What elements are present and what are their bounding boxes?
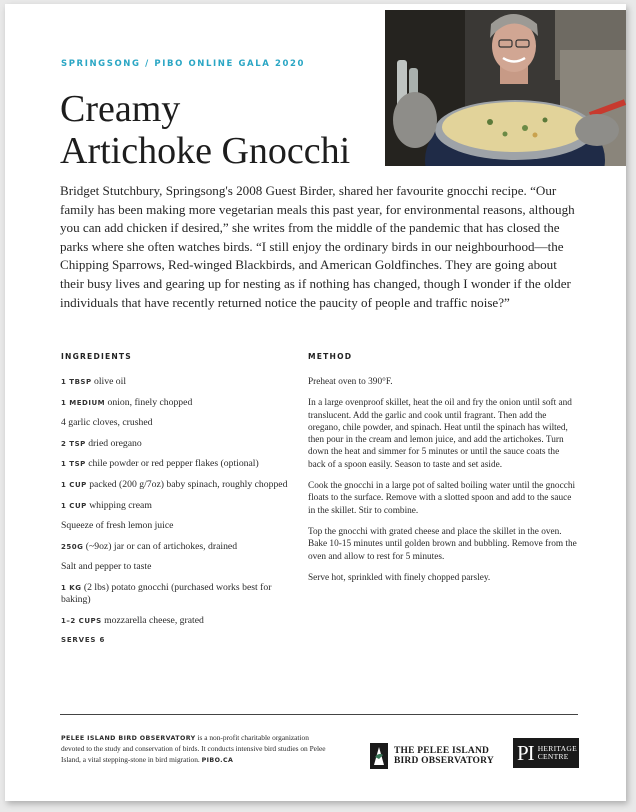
ingredient-qty: 2 TSP	[61, 439, 86, 448]
kitchen-photo-illustration	[385, 10, 626, 166]
recipe-title	[60, 88, 380, 172]
method-step: Preheat oven to 390°F.	[308, 377, 393, 387]
ingredients-heading: INGREDIENTS	[61, 352, 132, 361]
method-step: Serve hot, sprinkled with finely chopped parsley.	[308, 572, 491, 583]
ingredient-text: olive oil	[94, 376, 127, 387]
method-step: Top the gnocchi with grated cheese and place the skillet in the oven. Bake 10-15 minutes until golden brown and bubbling. Remove from the oven and allow to rest for 5 minutes.	[308, 526, 577, 562]
ingredient-qty: 1–2 CUPS	[61, 616, 102, 625]
pibo-logo-line-2: BIRD OBSERVATORY	[394, 756, 494, 766]
ingredient-item	[61, 417, 291, 429]
ingredient-qty: 1 KG	[61, 583, 82, 592]
ingredient-qty: 1 TBSP	[61, 378, 92, 386]
ingredient-text: Salt and pepper to taste	[61, 561, 152, 573]
footer-divider	[60, 714, 578, 715]
ingredient-text: Squeeze of fresh lemon juice	[61, 520, 174, 532]
footer-org-text: is a non-profit charitable organization devoted to the study and conservation of birds. It conducts intensive bird studies on Pelee Island, a vital stepping-stone in bird migration.	[61, 733, 326, 764]
ingredient-item	[61, 458, 291, 470]
ingredient-text: (~9oz) jar or can of artichokes, drained	[85, 540, 238, 552]
ingredient-item	[61, 479, 291, 491]
method-column	[308, 352, 578, 593]
ingredient-item	[61, 541, 291, 553]
heritage-centre-logo	[513, 738, 579, 768]
heritage-line-2: CENTRE	[537, 752, 569, 761]
ingredient-item	[61, 376, 291, 388]
recipe-page	[5, 4, 626, 801]
footer-org-name: PELEE ISLAND BIRD OBSERVATORY	[61, 735, 196, 742]
title-line-1: Creamy	[60, 88, 181, 130]
ingredient-qty: 1 TSP	[61, 460, 86, 469]
pibo-logo-text	[394, 746, 494, 767]
ingredient-text: onion, finely chopped	[107, 396, 193, 408]
ingredient-item	[61, 582, 291, 607]
pibo-logo-line-1: THE PELEE ISLAND	[394, 745, 490, 756]
ingredient-item	[61, 561, 291, 573]
ingredient-item	[61, 615, 291, 627]
event-eyebrow: SPRINGSONG / PIBO ONLINE GALA 2020	[61, 59, 306, 69]
ingredient-text: (2 lbs) potato gnocchi (purchased works best for baking)	[61, 581, 272, 606]
method-heading: METHOD	[308, 352, 353, 361]
pibo-logo	[370, 741, 505, 771]
ingredient-item	[61, 500, 291, 512]
title-line-2: Artichoke Gnocchi	[60, 130, 351, 172]
ingredient-text: whipping cream	[89, 499, 152, 511]
ingredient-item	[61, 438, 291, 450]
footer-description	[61, 733, 333, 766]
serves-label: SERVES 6	[61, 635, 106, 644]
ingredient-qty: 1 CUP	[61, 480, 87, 489]
heritage-line-1: HERITAGE	[537, 743, 577, 753]
ingredient-qty: 1 MEDIUM	[61, 398, 106, 407]
ingredient-text: dried oregano	[88, 437, 142, 449]
footer-org-url[interactable]: PIBO.CA	[201, 756, 234, 764]
heritage-text	[538, 745, 577, 762]
ingredients-column	[61, 352, 291, 644]
intro-paragraph: Bridget Stutchbury, Springsong's 2008 Guest Birder, shared her favourite gnocchi recipe. “Our family has been making more vegetarian meals this past year, for environmental reasons, although you can add chicken if desired,” she writes from the middle of the pandemic that has closed the parks where she often watches birds. “I still enjoy the ordinary birds in our neighbourhood—the Chipping Sparrows, Red-winged Blackbirds, and American Goldfinches. They are going about their busy lives and gearing up for nesting as if nothing has changed, though I wonder if the older individuals that have recently returned notice the paucity of people and traffic noise?”	[60, 183, 575, 310]
bird-observatory-icon	[370, 743, 388, 769]
ingredient-qty: 250G	[61, 542, 84, 551]
method-step: In a large ovenproof skillet, heat the oil and fry the onion until soft and translucent. Add the garlic and cook until fragrant. Then add the oregano, chile powder, and spinach. Heat until the spinach has wilted, then pour in the cream and lemon juice, and add the artichokes. Turn down the heat and simmer for 5 minutes or until the sauce coats the back of a spoon easily. Season to taste and set aside.	[308, 398, 572, 470]
ingredient-text: chile powder or red pepper flakes (optional)	[88, 458, 259, 470]
ingredient-text: packed (200 g/7oz) baby spinach, roughly chopped	[89, 478, 288, 490]
heritage-mark: PI	[517, 741, 534, 765]
ingredient-item	[61, 520, 291, 532]
ingredient-text: 4 garlic cloves, crushed	[61, 417, 153, 429]
ingredient-item	[61, 397, 291, 409]
ingredient-text: mozzarella cheese, grated	[104, 614, 204, 626]
method-step: Cook the gnocchi in a large pot of salted boiling water until the gnocchi floats to the surface. Remove with a slotted spoon and add to the sauce in the skillet. Stir to combine.	[308, 481, 576, 516]
recipe-photo	[385, 10, 626, 166]
ingredient-qty: 1 CUP	[61, 501, 87, 510]
